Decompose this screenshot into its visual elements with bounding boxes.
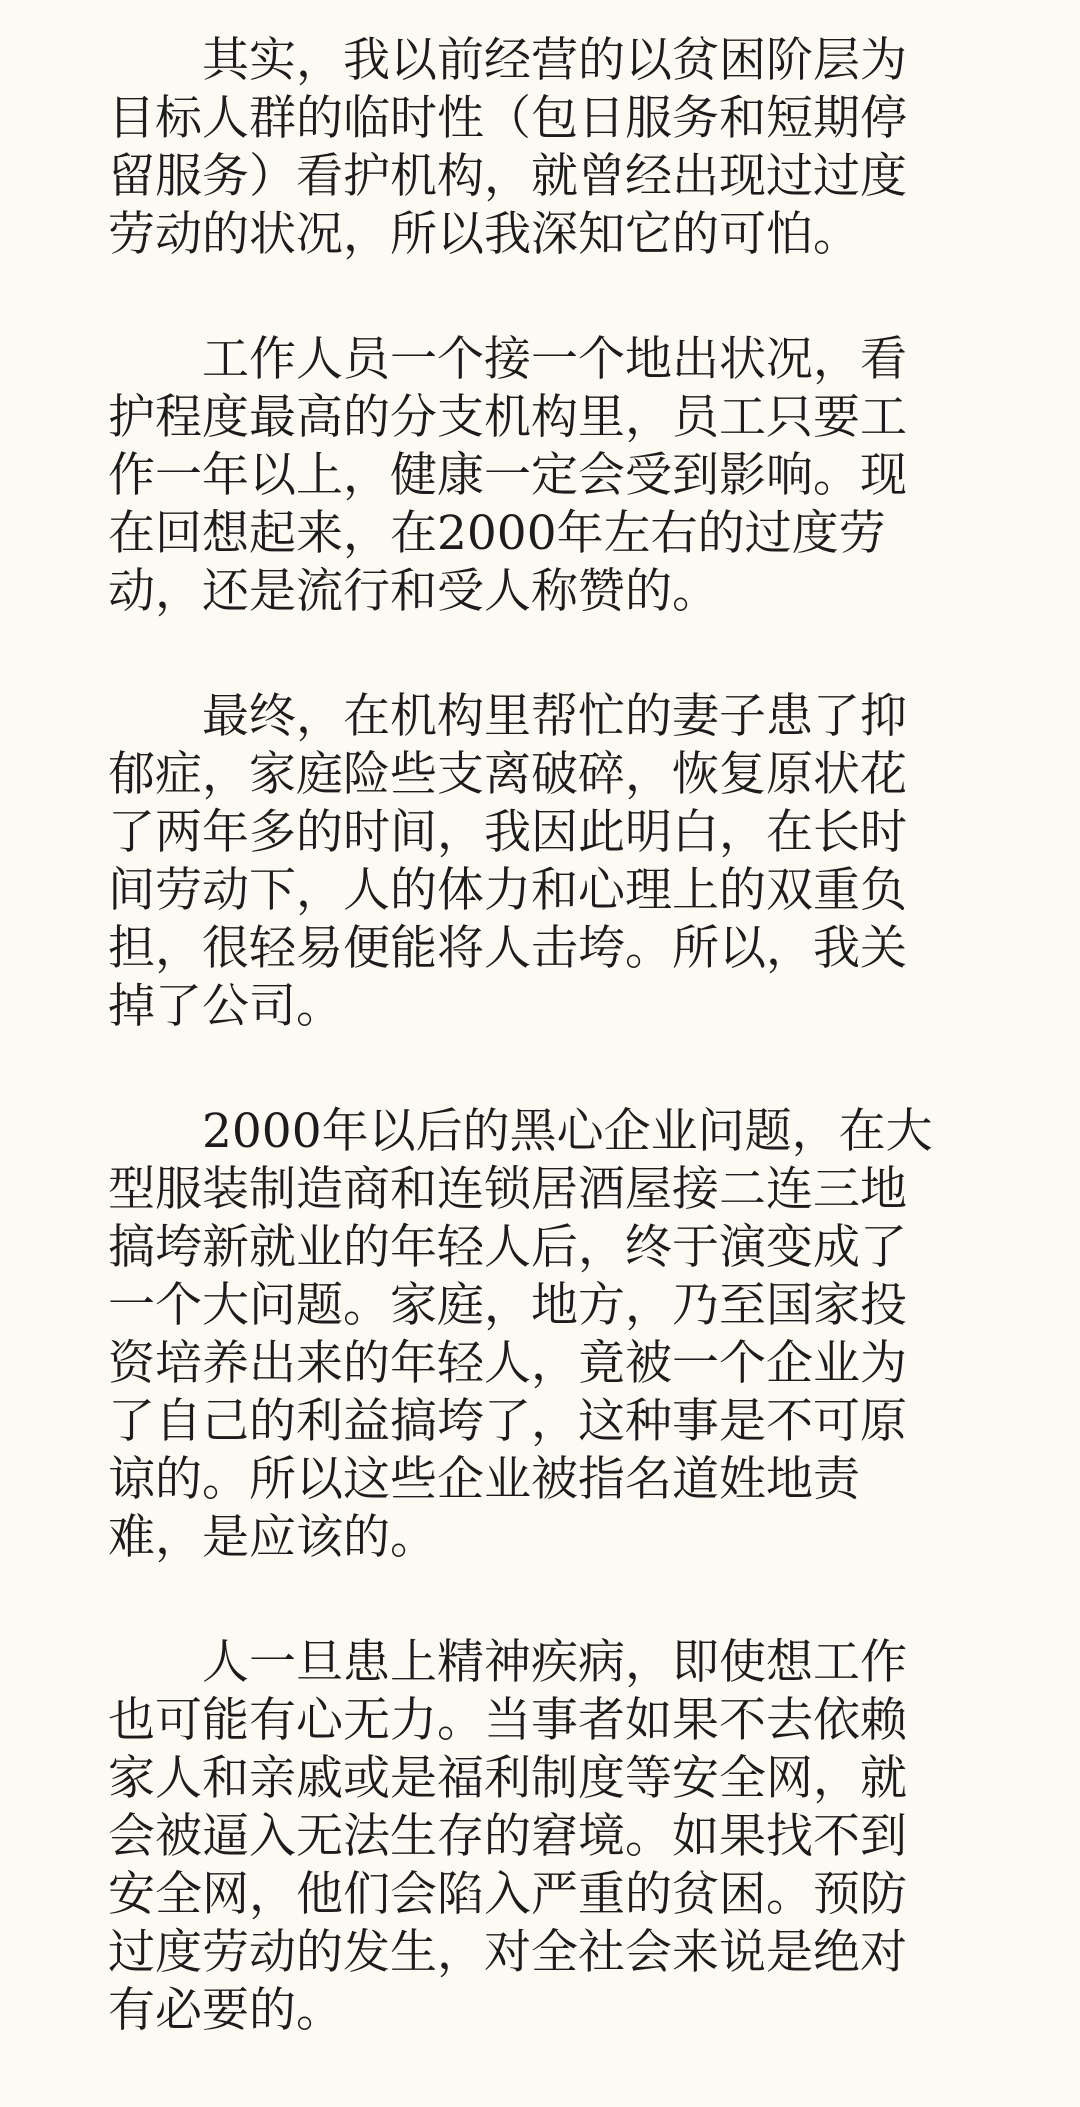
text-line: 人一旦患上精神疾病，即使想工作 xyxy=(202,1635,907,1690)
text-line: 谅的。所以这些企业被指名道姓地责 xyxy=(108,1452,860,1507)
text-line: 安全网，他们会陷入严重的贫困。预防 xyxy=(108,1867,907,1922)
paragraph-5 xyxy=(108,1634,954,2040)
text-line: 一个大问题。家庭，地方，乃至国家投 xyxy=(108,1278,907,1333)
text-line: 资培养出来的年轻人，竟被一个企业为 xyxy=(108,1336,907,1391)
text-line: 工作人员一个接一个地出状况，看 xyxy=(202,332,907,387)
text-line: 家人和亲戚或是福利制度等安全网，就 xyxy=(108,1751,907,1806)
text-line: 其实，我以前经营的以贫困阶层为 xyxy=(202,33,907,88)
text-line: 搞垮新就业的年轻人后，终于演变成了 xyxy=(108,1220,907,1275)
text-line: 有必要的。 xyxy=(108,1983,343,2038)
text-line: 郁症，家庭险些支离破碎，恢复原状花 xyxy=(108,747,907,802)
text-line: 难，是应该的。 xyxy=(108,1510,437,1565)
text-line: 最终，在机构里帮忙的妻子患了抑 xyxy=(202,689,907,744)
text-line: 2000年以后的黑心企业问题，在大 xyxy=(202,1104,933,1159)
text-line: 作一年以上，健康一定会受到影响。现 xyxy=(108,448,907,503)
text-line: 动，还是流行和受人称赞的。 xyxy=(108,564,719,619)
paragraph-3 xyxy=(108,688,954,1036)
paragraph-2 xyxy=(108,331,954,621)
text-line: 会被逼入无法生存的窘境。如果找不到 xyxy=(108,1809,907,1864)
text-line: 留服务）看护机构，就曾经出现过过度 xyxy=(108,149,907,204)
text-line: 间劳动下，人的体力和心理上的双重负 xyxy=(108,863,907,918)
text-line: 在回想起来，在2000年左右的过度劳 xyxy=(108,506,886,561)
paragraph-4 xyxy=(108,1103,954,1567)
text-line: 也可能有心无力。当事者如果不去依赖 xyxy=(108,1693,907,1748)
text-line: 过度劳动的发生，对全社会来说是绝对 xyxy=(108,1925,907,1980)
text-line: 了两年多的时间，我因此明白，在长时 xyxy=(108,805,907,860)
text-line: 劳动的状况，所以我深知它的可怕。 xyxy=(108,207,860,262)
text-line: 担，很轻易便能将人击垮。所以，我关 xyxy=(108,921,907,976)
text-line: 目标人群的临时性（包日服务和短期停 xyxy=(108,91,907,146)
text-line: 了自己的利益搞垮了，这种事是不可原 xyxy=(108,1394,907,1449)
text-line: 掉了公司。 xyxy=(108,979,343,1034)
text-line: 型服装制造商和连锁居酒屋接二连三地 xyxy=(108,1162,907,1217)
reading-page[interactable] xyxy=(108,32,954,2107)
paragraph-1 xyxy=(108,32,954,264)
text-line: 护程度最高的分支机构里，员工只要工 xyxy=(108,390,907,445)
